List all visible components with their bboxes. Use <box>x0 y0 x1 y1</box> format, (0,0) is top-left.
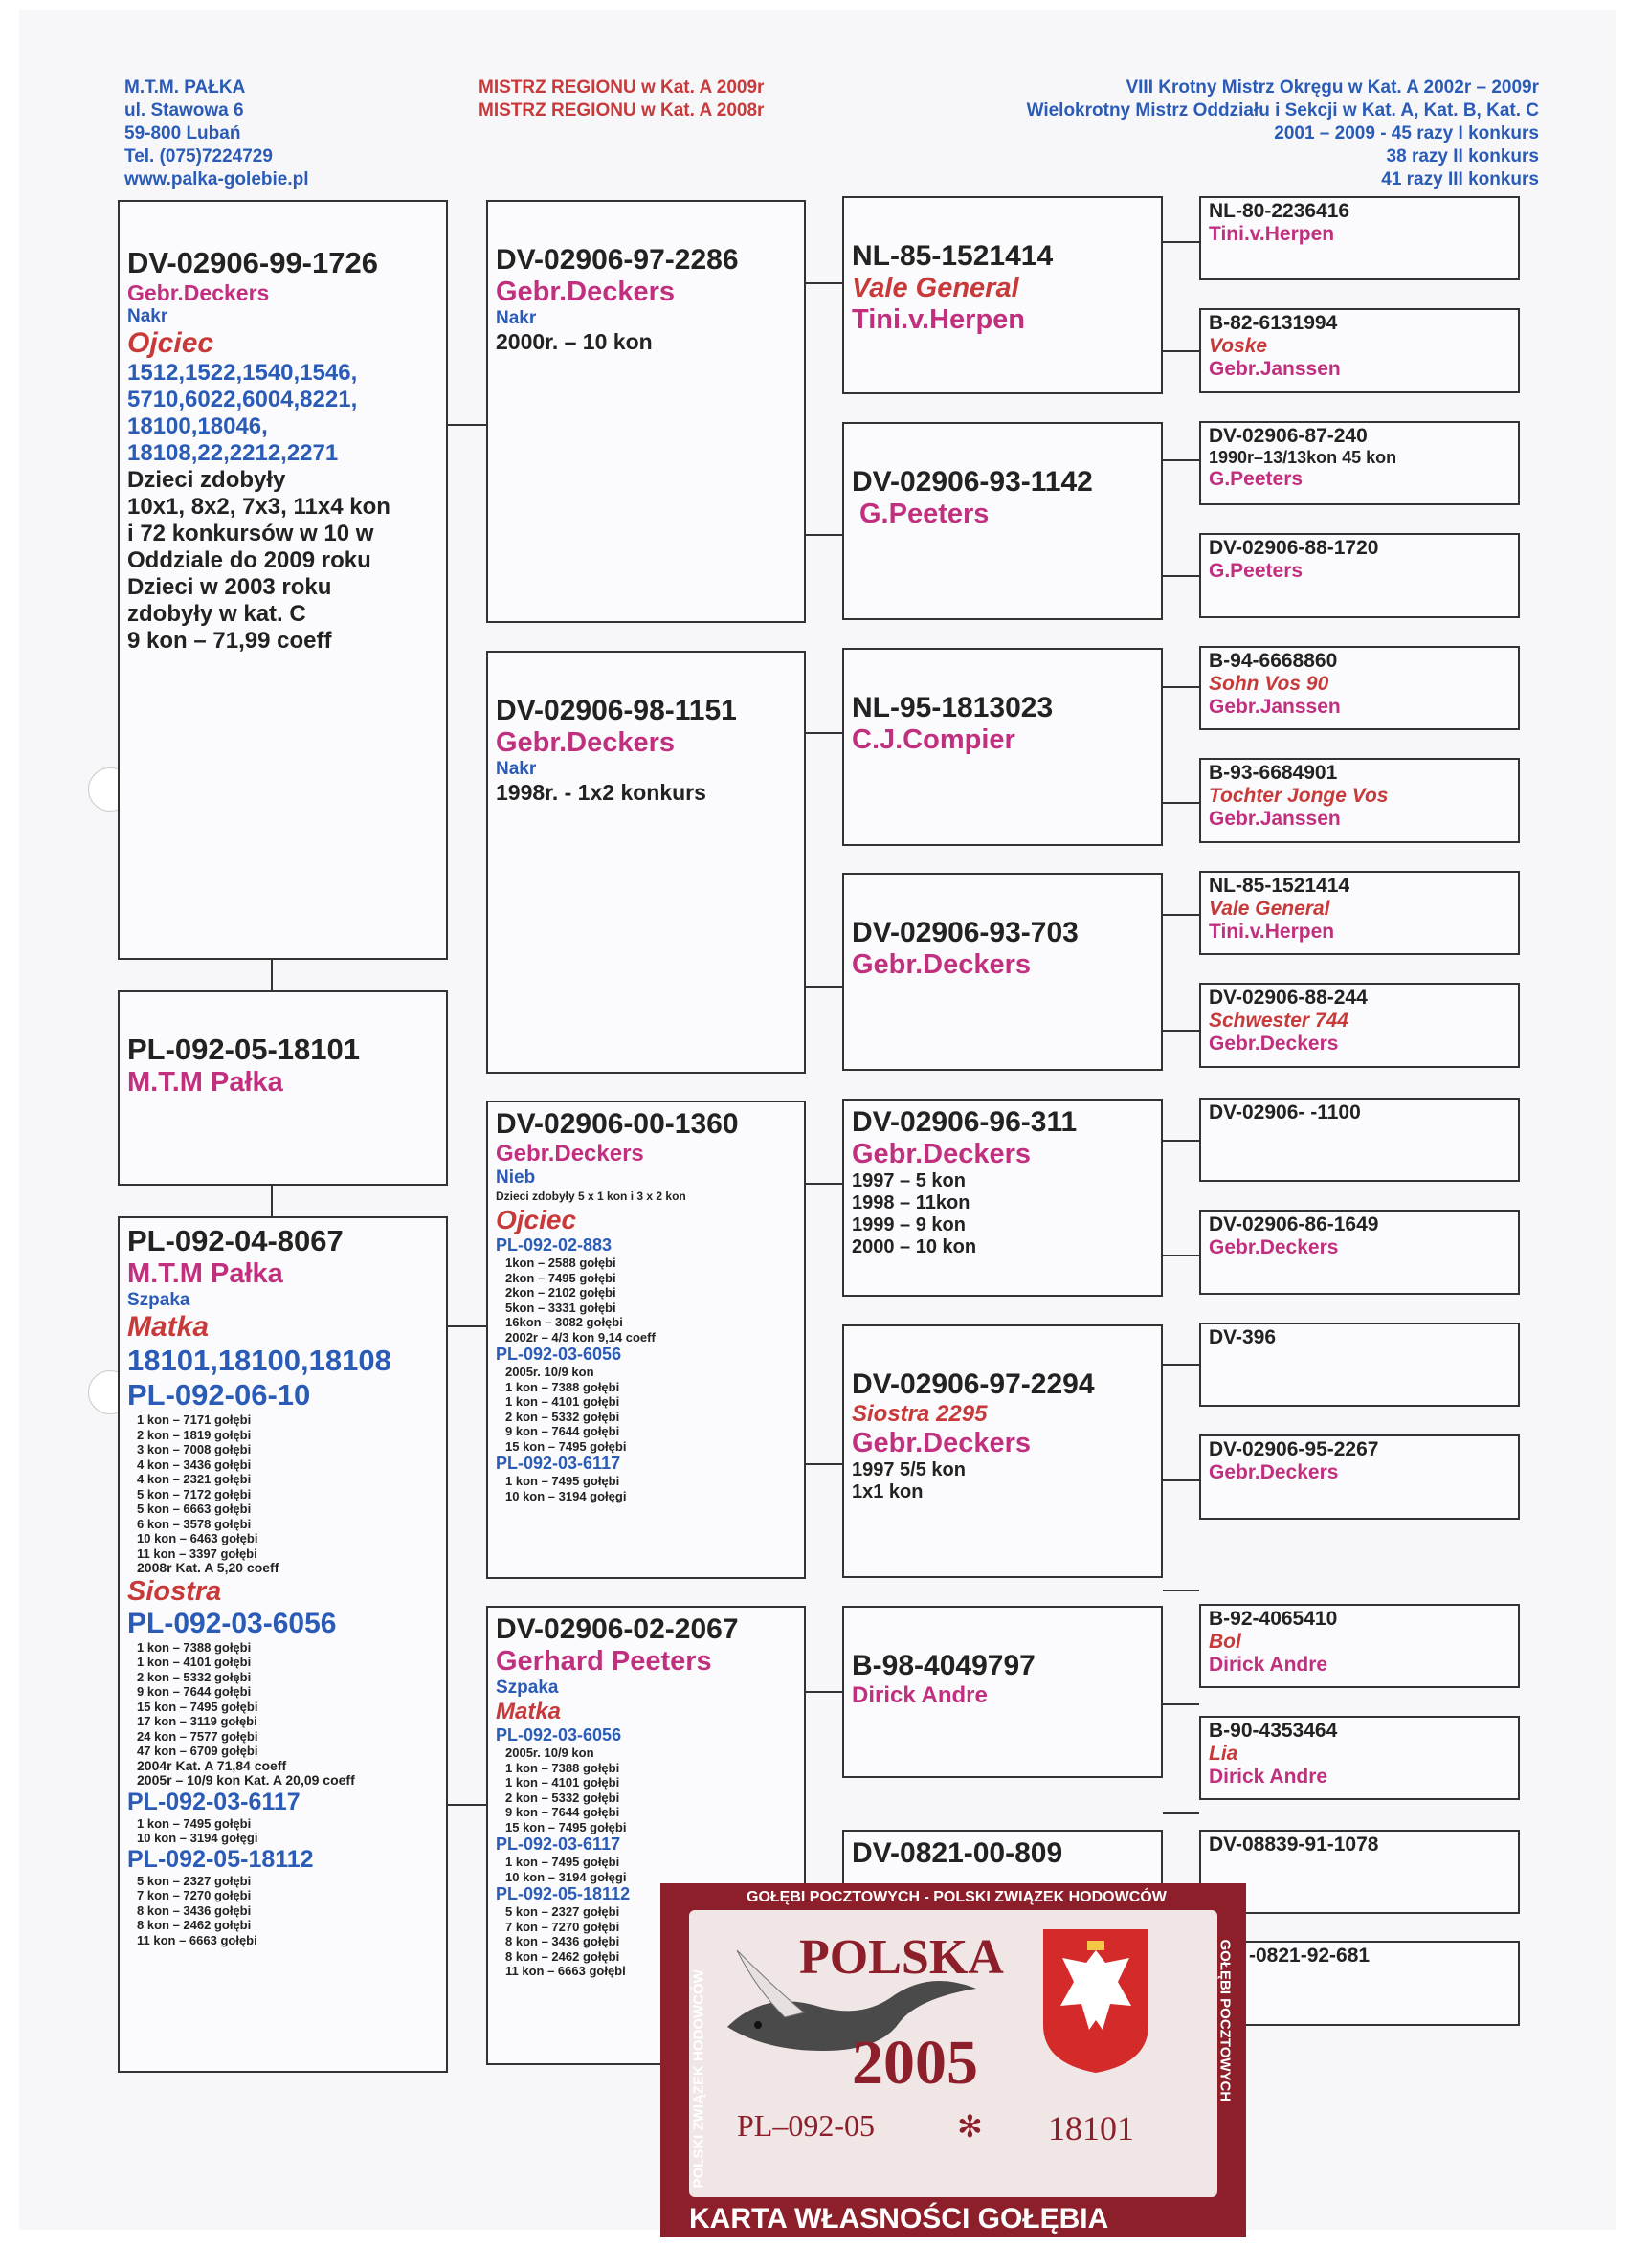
result-line: 5 kon – 2327 gołębi <box>137 1873 252 1888</box>
connector-line <box>1163 1140 1199 1142</box>
coeff-line: 2004r Kat. A 71,84 coeff <box>137 1757 287 1773</box>
mother-breeder: M.T.M Pałka <box>127 1258 283 1289</box>
gen4-card[interactable] <box>1199 533 1520 618</box>
connector-line <box>806 1463 842 1465</box>
note: 1998r. - 1x2 konkurs <box>496 780 706 805</box>
father-note: 9 kon – 71,99 coeff <box>127 628 332 654</box>
color: Nieb <box>496 1167 536 1188</box>
result-line: 1 kon – 7388 gołębi <box>137 1639 252 1655</box>
father-children-rings: 5710,6022,6004,8221, <box>127 387 358 412</box>
result-line: 4 kon – 2321 gołębi <box>137 1472 252 1486</box>
breeder: Dirick Andre <box>852 1682 988 1708</box>
breeder: Gebr.Deckers <box>496 727 676 758</box>
pigeon-name: Lia <box>1209 1743 1238 1765</box>
result-line: 10 kon – 3194 gołęgi <box>505 1488 627 1503</box>
card-right-text: GOŁĘBI POCZTOWYCH <box>1216 1939 1234 2102</box>
color: Nakr <box>496 308 537 328</box>
related-ring: PL-092-03-6117 <box>496 1454 621 1473</box>
color: Nakr <box>496 759 537 779</box>
ring: NL-85-1521414 <box>1209 875 1350 897</box>
breeder: Gebr.Janssen <box>1209 358 1341 380</box>
ring: DV-02906-97-2294 <box>852 1368 1095 1400</box>
title-2009: MISTRZ REGIONU w Kat. A 2009r <box>479 78 765 98</box>
gen4-card[interactable] <box>1199 308 1520 393</box>
result-line: 1 kon – 7495 gołębi <box>505 1855 620 1869</box>
pigeon-name: Siostra 2295 <box>852 1401 988 1427</box>
title-district: VIII Krotny Mistrz Okręgu w Kat. A 2002r – 2009r <box>1126 78 1539 98</box>
connector-line <box>448 424 486 426</box>
connector-line <box>806 986 842 988</box>
ring: DV-02906-02-2067 <box>496 1613 739 1645</box>
card-footer: KARTA WŁASNOŚCI GOŁĘBIA POCZTOWEGO <box>689 2203 1108 2267</box>
card-year: 2005 <box>852 2028 978 2098</box>
address-city: 59-800 Lubań <box>124 123 241 144</box>
gen4-card[interactable] <box>1199 1941 1520 2026</box>
address-street: ul. Stawowa 6 <box>124 100 244 121</box>
result-line: 6 kon – 3578 gołębi <box>137 1516 252 1531</box>
role: Ojciec <box>496 1205 577 1234</box>
pigeon-name: Vale General <box>852 273 1019 303</box>
connector-line <box>806 1691 842 1693</box>
result-line: 16kon – 3082 gołębi <box>505 1315 623 1329</box>
ring: NL-80-2236416 <box>1209 200 1350 222</box>
coeff-line: 2005r – 10/9 kon Kat. A 20,09 coeff <box>137 1772 355 1788</box>
related-ring: PL-092-05-18112 <box>496 1884 631 1903</box>
connector-line <box>806 732 842 734</box>
connector-line <box>1163 1364 1199 1366</box>
title-2008: MISTRZ REGIONU w Kat. A 2008r <box>479 100 765 121</box>
gen4-card[interactable] <box>1199 1434 1520 1520</box>
first-places: 2001 – 2009 - 45 razy I konkurs <box>1274 123 1539 144</box>
mother-role: Matka <box>127 1311 210 1343</box>
ring: DV-396 <box>1209 1326 1277 1348</box>
result-line: 47 kon – 6709 gołębi <box>137 1744 258 1758</box>
ring: DV-02906-87-240 <box>1209 425 1368 447</box>
pigeon-name: Tochter Jonge Vos <box>1209 785 1389 807</box>
result-line: 10 kon – 3194 gołęgi <box>505 1869 627 1884</box>
result-line: 10 kon – 3194 gołęgi <box>137 1831 258 1845</box>
result-line: 1 kon – 7388 gołębi <box>505 1760 620 1775</box>
ring: B-94-6668860 <box>1209 650 1338 672</box>
result-line: 15 kon – 7495 gołębi <box>505 1819 627 1834</box>
related-ring: PL-092-03-6117 <box>127 1788 301 1815</box>
result-line: 1 kon – 4101 gołębi <box>505 1394 620 1409</box>
gen3-card[interactable] <box>842 1324 1163 1578</box>
card-ring-prefix: PL–092-05 <box>737 2108 875 2143</box>
breeder: Dirick Andre <box>1209 1654 1328 1676</box>
gen4-card[interactable] <box>1199 871 1520 955</box>
result-line: 8 kon – 2462 gołębi <box>137 1918 252 1932</box>
gen4-card[interactable] <box>1199 1830 1520 1914</box>
father-children-rings: 1512,1522,1540,1546, <box>127 360 358 386</box>
ring: B-98-4049797 <box>852 1650 1036 1681</box>
result-line: 2kon – 2102 gołębi <box>505 1285 616 1300</box>
pigeon-name: Bol <box>1209 1631 1241 1653</box>
result-line: 7 kon – 7270 gołębi <box>505 1919 620 1934</box>
gen4-card[interactable] <box>1199 1604 1520 1688</box>
ownership-card <box>660 1883 1246 2267</box>
gen3-card[interactable] <box>842 196 1163 394</box>
father-note: zdobyły w kat. C <box>127 601 306 627</box>
father-children-rings: 18100,18046, <box>127 413 268 439</box>
ring: NL-95-1813023 <box>852 692 1054 723</box>
website-link[interactable]: www.palka-golebie.pl <box>124 169 309 189</box>
gen4-card[interactable] <box>1199 646 1520 730</box>
note: Dzieci zdobyły 5 x 1 kon i 3 x 2 kon <box>496 1190 686 1203</box>
connector-line <box>1163 914 1199 916</box>
breeder-name: M.T.M. PAŁKA <box>124 78 246 98</box>
breeder-address <box>124 77 309 191</box>
ring: DV-02906- -1100 <box>1209 1101 1361 1123</box>
breeder: Gebr.Deckers <box>496 1141 644 1167</box>
result-line: 11 kon – 6663 gołębi <box>137 1932 257 1947</box>
connector-line <box>1163 1479 1199 1481</box>
connector-line <box>1163 1812 1199 1814</box>
breeder: Gebr.Deckers <box>1209 1461 1339 1483</box>
ring: DV-02906-88-1720 <box>1209 537 1379 559</box>
connector-line <box>1163 459 1199 461</box>
gen3-card[interactable] <box>842 1099 1163 1297</box>
gen4-card[interactable] <box>1199 1323 1520 1407</box>
note: 2000 – 10 kon <box>852 1236 977 1257</box>
connector-line <box>1163 1703 1199 1705</box>
second-places: 38 razy II konkurs <box>1386 146 1539 167</box>
result-line: 2 kon – 1819 gołębi <box>137 1427 252 1442</box>
ring: DV-02906-93-1142 <box>852 466 1093 498</box>
result-line: 2005r. 10/9 kon <box>505 1365 594 1379</box>
father-children-rings: 18108,22,2212,2271 <box>127 440 339 466</box>
card-top-text: GOŁĘBI POCZTOWYCH - POLSKI ZWIĄZEK HODOWCÓW <box>747 1889 1167 1905</box>
connector-line <box>806 534 842 536</box>
gen3-card[interactable] <box>842 873 1163 1071</box>
mother-ring: PL-092-04-8067 <box>127 1224 344 1257</box>
connector-line <box>1163 1590 1199 1591</box>
breeder: Tini.v.Herpen <box>1209 921 1335 943</box>
ring: DV-02906-88-244 <box>1209 987 1368 1009</box>
result-line: 10 kon – 6463 gołębi <box>137 1531 258 1545</box>
breeder: Gebr.Deckers <box>852 1428 1032 1458</box>
mother-child-ring: PL-092-06-10 <box>127 1378 311 1412</box>
ring: B-93-6684901 <box>1209 762 1338 784</box>
ring: DV-08839-91-1078 <box>1209 1834 1379 1856</box>
connector-line <box>1163 686 1199 688</box>
maternal-grandfather-card[interactable] <box>486 1101 806 1579</box>
result-line: 2kon – 7495 gołębi <box>505 1270 616 1285</box>
result-line: 9 kon – 7644 gołębi <box>137 1684 252 1699</box>
note: 1x1 kon <box>852 1481 924 1502</box>
result-line: 2 kon – 5332 gołębi <box>505 1790 620 1805</box>
breeder: Gebr.Deckers <box>852 949 1032 980</box>
card-ring-number: 18101 <box>1048 2109 1134 2147</box>
result-line: 8 kon – 3436 gołębi <box>137 1902 252 1918</box>
result-line: 1 kon – 4101 gołębi <box>505 1775 620 1790</box>
card-left-text: POLSKI ZWIĄZEK HODOWCÓW <box>690 1969 707 2189</box>
breeder: Gebr.Janssen <box>1209 696 1341 718</box>
title-section: Wielokrotny Mistrz Oddziału i Sekcji w Kat. A, Kat. B, Kat. C <box>1026 100 1539 121</box>
pigeon-name: Voske <box>1209 335 1268 357</box>
result-line: 15 kon – 7495 gołębi <box>137 1699 258 1714</box>
mother-color: Szpaka <box>127 1290 190 1310</box>
breeder: G.Peeters <box>1209 560 1304 582</box>
paternal-grandmother-card[interactable] <box>486 651 806 1074</box>
father-card[interactable] <box>118 200 448 960</box>
result-line: 9 kon – 7644 gołębi <box>505 1805 620 1819</box>
father-note: i 72 konkursów w 10 w <box>127 521 374 546</box>
card-separator-icon: ✻ <box>957 2109 983 2144</box>
result-line: 5 kon – 7172 gołębi <box>137 1486 252 1501</box>
result-line: 1 kon – 7495 gołębi <box>505 1474 620 1488</box>
ring: DV-02906-86-1649 <box>1209 1213 1379 1235</box>
ring: B-90-4353464 <box>1209 1720 1338 1742</box>
gen4-card[interactable] <box>1199 983 1520 1068</box>
connector-line <box>448 1804 486 1806</box>
coeff-line: 2008r Kat. A 5,20 coeff <box>137 1560 279 1575</box>
ring: NL-85-1521414 <box>852 240 1054 272</box>
breeder: C.J.Compier <box>852 724 1015 755</box>
result-line: 11 kon – 3397 gołębi <box>137 1545 257 1561</box>
ring: DV-02906-98-1151 <box>496 695 737 726</box>
result-line: 5 kon – 6663 gołębi <box>137 1501 252 1516</box>
ring: DV-02906-96-311 <box>852 1106 1078 1138</box>
result-line: 24 kon – 7577 gołębi <box>137 1728 258 1744</box>
ring: DV-02906-00-1360 <box>496 1108 739 1140</box>
breeder: Gebr.Deckers <box>496 277 676 307</box>
father-note: Dzieci w 2003 roku <box>127 574 332 600</box>
titles-region <box>479 77 764 122</box>
breeder: Gerhard Peeters <box>496 1646 712 1677</box>
note: 1997 – 5 kon <box>852 1170 966 1191</box>
result-line: 1 kon – 7495 gołębi <box>137 1815 252 1831</box>
breeder: Tini.v.Herpen <box>852 304 1026 335</box>
gen4-card[interactable] <box>1199 1210 1520 1295</box>
mother-card[interactable] <box>118 1216 448 2073</box>
sister-role: Siostra <box>127 1575 222 1607</box>
related-ring: PL-092-03-6117 <box>496 1834 621 1854</box>
note: 1999 – 9 kon <box>852 1214 966 1235</box>
paternal-grandfather-card[interactable] <box>486 200 806 623</box>
subject-card[interactable] <box>118 990 448 1186</box>
result-line: 8 kon – 2462 gołębi <box>505 1948 620 1964</box>
role: Matka <box>496 1699 562 1724</box>
connector-line <box>806 1183 842 1185</box>
connector-line <box>1163 1255 1199 1256</box>
pigeon-name: Sohn Vos 90 <box>1209 673 1329 695</box>
gen3-card[interactable] <box>842 648 1163 846</box>
father-note: 10x1, 8x2, 7x3, 11x4 kon <box>127 494 390 520</box>
connector-line <box>1163 575 1199 577</box>
gen4-card[interactable] <box>1199 196 1520 280</box>
connector-line <box>271 960 273 990</box>
ring: -0821-92-681 <box>1249 1945 1371 1967</box>
pigeon-name: Vale General <box>1209 898 1330 920</box>
breeder: Gebr.Janssen <box>1209 808 1341 830</box>
gen3-card[interactable] <box>842 1606 1163 1778</box>
ring: B-92-4065410 <box>1209 1608 1338 1630</box>
ring: DV-02906-95-2267 <box>1209 1438 1379 1460</box>
result-line: 11 kon – 6663 gołębi <box>505 1964 626 1978</box>
father-role: Ojciec <box>127 327 214 359</box>
phone: Tel. (075)7224729 <box>124 146 273 167</box>
connector-line <box>448 1325 486 1327</box>
result-line: 15 kon – 7495 gołębi <box>505 1438 627 1454</box>
breeder: Gebr.Deckers <box>1209 1236 1339 1258</box>
gen4-card[interactable] <box>1199 758 1520 843</box>
gen4-card[interactable] <box>1199 1716 1520 1800</box>
mother-children-rings: 18101,18100,18108 <box>127 1344 391 1377</box>
result-line: 2 kon – 5332 gołębi <box>137 1669 252 1684</box>
connector-line <box>1163 350 1199 352</box>
related-ring: PL-092-05-18112 <box>127 1845 314 1873</box>
result-line: 3 kon – 7008 gołębi <box>137 1442 252 1456</box>
result-line: 7 kon – 7270 gołębi <box>137 1888 252 1902</box>
sister-ring: PL-092-03-6056 <box>127 1607 337 1639</box>
gen4-card[interactable] <box>1199 421 1520 505</box>
result-line: 2 kon – 5332 gołębi <box>505 1409 620 1424</box>
result-line: 2005r. 10/9 kon <box>505 1745 594 1760</box>
note: 1990r–13/13kon 45 kon <box>1209 448 1397 467</box>
result-line: 1kon – 2588 gołębi <box>505 1256 616 1270</box>
related-ring: PL-092-03-6056 <box>496 1725 622 1745</box>
ring: DV-02906-97-2286 <box>496 244 739 276</box>
eagle-emblem-icon <box>1043 1929 1148 2073</box>
result-line: 1 kon – 7388 gołębi <box>505 1379 620 1394</box>
father-color: Nakr <box>127 306 168 326</box>
result-line: 1 kon – 7171 gołębi <box>137 1412 252 1427</box>
ring: DV-02906-93-703 <box>852 917 1079 948</box>
breeder: Tini.v.Herpen <box>1209 223 1335 245</box>
connector-line <box>271 1186 273 1216</box>
subject-breeder: M.T.M Pałka <box>127 1067 283 1098</box>
father-note: Oddziale do 2009 roku <box>127 547 371 573</box>
result-line: 5kon – 3331 gołębi <box>505 1300 616 1315</box>
breeder: Gebr.Deckers <box>1209 1033 1339 1055</box>
connector-line <box>806 282 842 284</box>
result-line: 4 kon – 3436 gołębi <box>137 1456 252 1472</box>
subject-ring: PL-092-05-18101 <box>127 1033 360 1066</box>
gen4-card[interactable] <box>1199 1098 1520 1182</box>
breeder: Dirick Andre <box>1209 1766 1328 1788</box>
third-places: 41 razy III konkurs <box>1381 169 1539 189</box>
result-line: 8 kon – 3436 gołębi <box>505 1934 620 1948</box>
result-line: 1 kon – 4101 gołębi <box>137 1655 252 1669</box>
related-ring: PL-092-02-883 <box>496 1235 613 1255</box>
ring: DV-0821-00-809 <box>852 1837 1063 1869</box>
color: Szpaka <box>496 1678 559 1698</box>
result-line: 2002r – 4/3 kon 9,14 coeff <box>505 1329 656 1345</box>
breeder: Gebr.Deckers <box>852 1139 1032 1169</box>
pigeon-name: Schwester 744 <box>1209 1010 1348 1032</box>
note: 1998 – 11kon <box>852 1192 970 1213</box>
connector-line <box>1163 802 1199 804</box>
connector-line <box>1163 241 1199 243</box>
ring: B-82-6131994 <box>1209 312 1338 334</box>
father-note: Dzieci zdobyły <box>127 467 286 493</box>
titles-district <box>1027 77 1539 191</box>
gen3-card[interactable] <box>842 422 1163 620</box>
result-line: 9 kon – 7644 gołębi <box>505 1424 620 1438</box>
note: 2000r. – 10 kon <box>496 329 653 354</box>
breeder: G.Peeters <box>1209 468 1304 490</box>
card-country: POLSKA <box>799 1930 1004 1985</box>
result-line: 5 kon – 2327 gołębi <box>505 1904 620 1919</box>
related-ring: PL-092-03-6056 <box>496 1345 622 1364</box>
father-ring: DV-02906-99-1726 <box>127 246 378 279</box>
result-line: 17 kon – 3119 gołębi <box>137 1714 257 1728</box>
father-breeder: Gebr.Deckers <box>127 280 270 305</box>
note: 1997 5/5 kon <box>852 1459 966 1480</box>
connector-line <box>1163 1030 1199 1032</box>
breeder: G.Peeters <box>859 499 990 529</box>
